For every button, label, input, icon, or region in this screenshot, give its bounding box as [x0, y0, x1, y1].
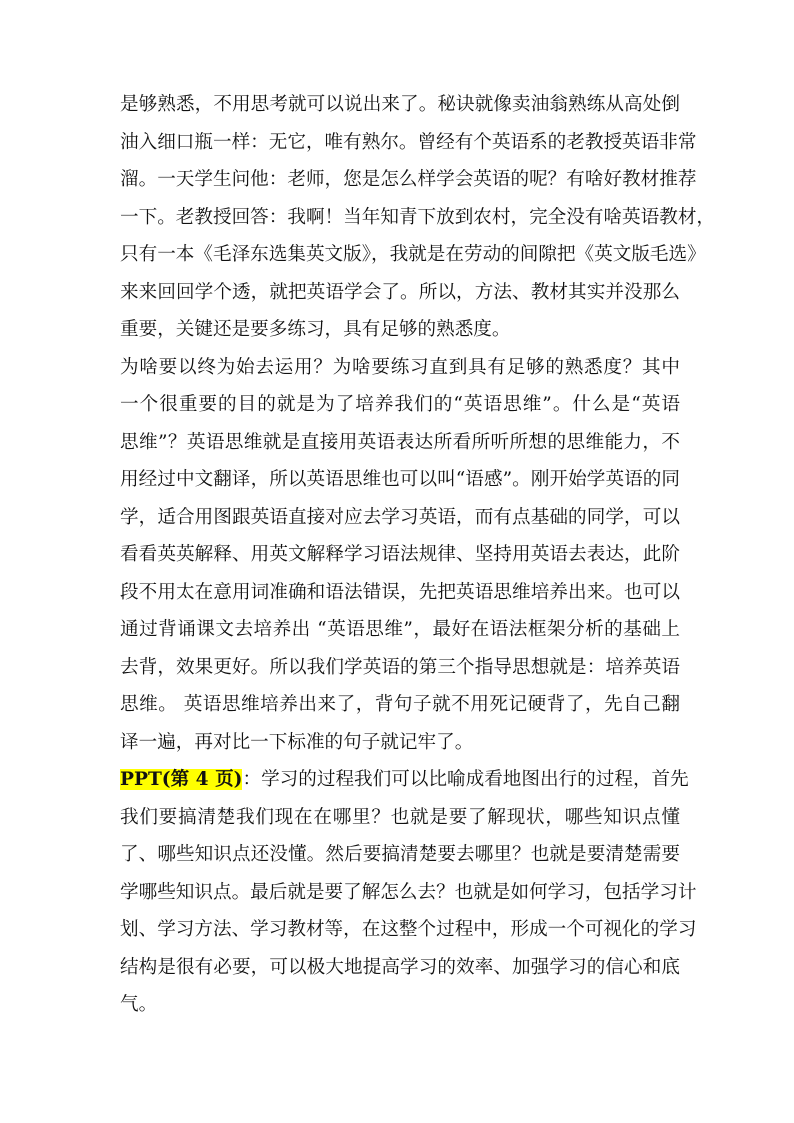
- text-line: 重要，关键还是要多练习，具有足够的熟悉度。: [120, 319, 511, 340]
- text-line: 通过背诵课文去培养出 “英语思维”，最好在语法框架分析的基础上: [120, 619, 680, 640]
- ppt-page-highlight: PPT(第 4 页): [120, 769, 243, 790]
- text-line: 用经过中文翻译，所以英语思维也可以叫“语感”。刚开始学英语的同: [120, 469, 680, 490]
- text-line: 划、学习方法、学习教材等，在这整个过程中，形成一个可视化的学习: [120, 919, 697, 940]
- text-line: 学，适合用图跟英语直接对应去学习英语，而有点基础的同学，可以: [120, 506, 680, 528]
- text-line: 学哪些知识点。最后就是要了解怎么去？也就是如何学习，包括学习计: [120, 881, 697, 903]
- text-line: 是够熟悉，不用思考就可以说出来了。秘诀就像卖油翁熟练从高处倒: [120, 94, 680, 115]
- text-line: 只有一本《毛泽东选集英文版》，我就是在劳动的间隙把《英文版毛选》: [120, 244, 706, 265]
- text-line-continuation: ：学习的过程我们可以比喻成看地图出行的过程，首先: [242, 769, 689, 790]
- text-line: 译一遍，再对比一下标准的句子就记牢了。: [120, 731, 474, 753]
- text-line: 油入细口瓶一样：无它，唯有熟尔。曾经有个英语系的老教授英语非常: [120, 131, 697, 153]
- text-line: 思维”？英语思维就是直接用英语表达所看所听所想的思维能力，不: [120, 431, 680, 453]
- text-line: 一个很重要的目的就是为了培养我们的“英语思维”。什么是“英语: [120, 394, 680, 415]
- text-line: 气。: [120, 994, 158, 1015]
- text-line: 段不用太在意用词准确和语法错误，先把英语思维培养出来。也可以: [120, 581, 680, 603]
- document-page: [120, 86, 716, 1024]
- text-line: 结构是很有必要，可以极大地提高学习的效率、加强学习的信心和底: [120, 956, 680, 978]
- text-line: 了、哪些知识点还没懂。然后要搞清楚要去哪里？也就是要清楚需要: [120, 844, 680, 865]
- text-line: 溜。一天学生问他：老师，您是怎么样学会英语的呢？有啥好教材推荐: [120, 169, 697, 190]
- text-line: 看看英英解释、用英文解释学习语法规律、坚持用英语去表达，此阶: [120, 544, 680, 565]
- text-line: 来来回回学个透，就把英语学会了。所以，方法、教材其实并没那么: [120, 281, 680, 303]
- text-line: 为啥要以终为始去运用？为啥要练习直到具有足够的熟悉度？其中: [120, 356, 680, 378]
- paragraph-2: [120, 349, 680, 762]
- text-line: 一下。老教授回答：我啊！当年知青下放到农村，完全没有啥英语教材，: [120, 206, 716, 228]
- paragraph-3: [120, 761, 697, 1024]
- text-line: [120, 761, 689, 799]
- text-line: 我们要搞清楚我们现在在哪里？也就是要了解现状，哪些知识点懂: [120, 806, 680, 828]
- text-line: 去背，效果更好。所以我们学英语的第三个指导思想就是：培养英语: [120, 656, 680, 678]
- paragraph-1: [120, 86, 716, 349]
- text-line: 思维。 英语思维培养出来了，背句子就不用死记硬背了，先自己翻: [120, 694, 680, 715]
